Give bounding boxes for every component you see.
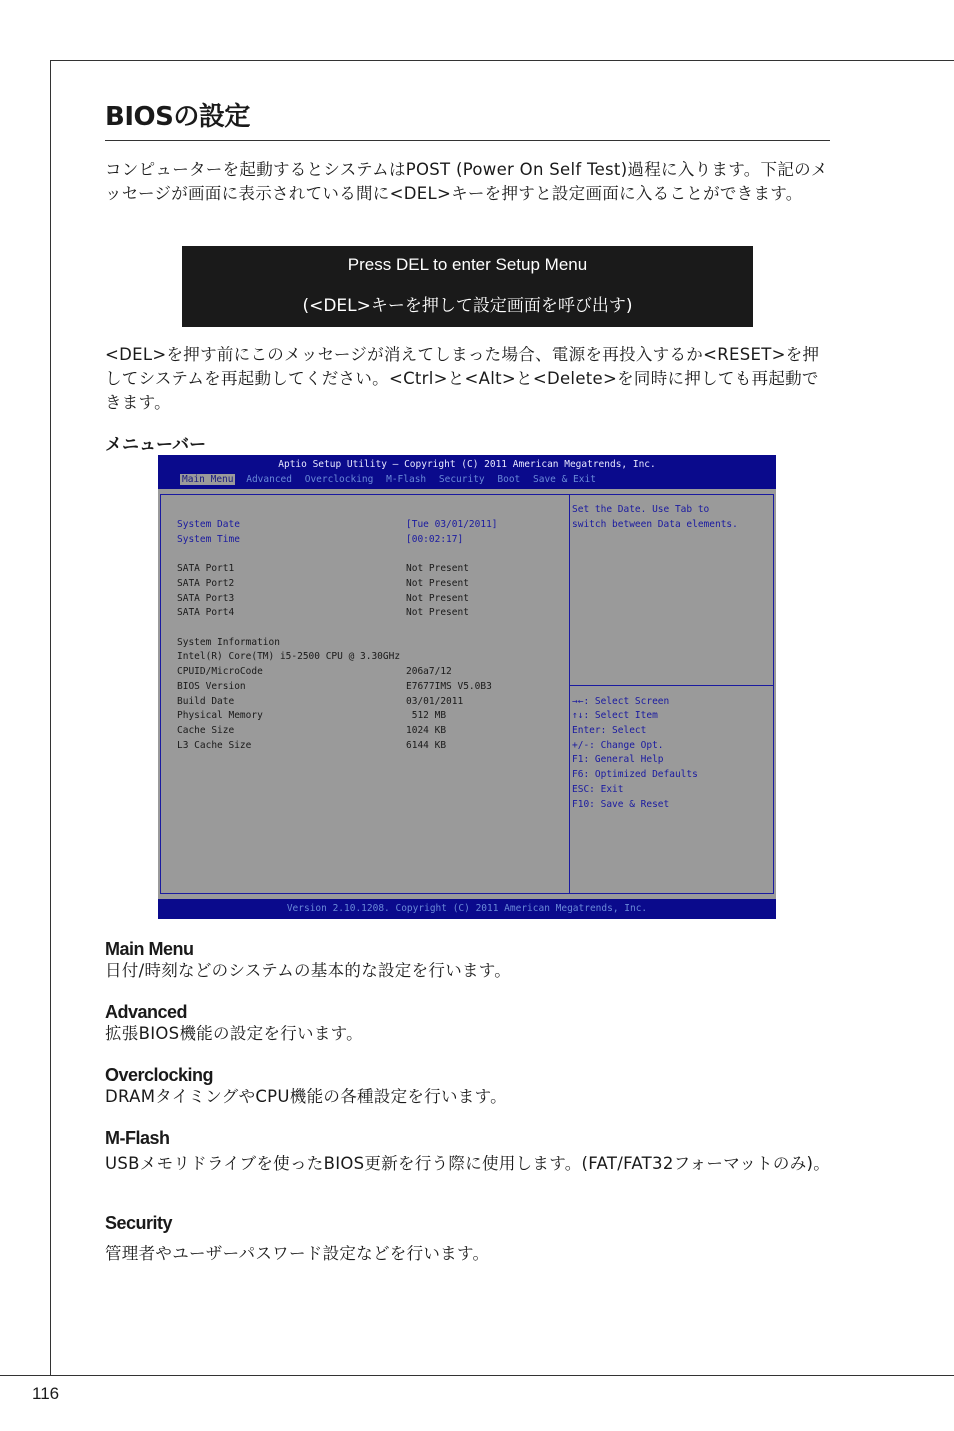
bios-row-label: Intel(R) Core(TM) i5-2500 CPU @ 3.30GHz	[177, 651, 401, 662]
bios-help-text: switch between Data elements.	[572, 519, 738, 530]
bios-tab-security[interactable]: Security	[438, 474, 485, 485]
bios-row-value[interactable]: [Tue 03/01/2011]	[406, 519, 498, 530]
bios-header	[158, 455, 776, 489]
bios-row-value: 03/01/2011	[406, 696, 464, 707]
bios-footer	[158, 899, 776, 919]
intro-paragraph: コンピューターを起動するとシステムはPOST (Power On Self Test)過程に入ります。下記のメッセージが画面に表示されている間に<DEL>キーを押すと設定画面に入ることができます。	[105, 160, 828, 203]
bios-row-label: SATA Port3	[177, 593, 235, 604]
bios-key-help: →←: Select Screen	[572, 696, 670, 707]
post-message-line2: (<DEL>キーを押して設定画面を呼び出す)	[302, 296, 633, 316]
bios-row-label: CPUID/MicroCode	[177, 666, 263, 677]
bios-key-help: F10: Save & Reset	[572, 799, 670, 810]
bios-row-label: Physical Memory	[177, 710, 263, 721]
bios-key-help: F6: Optimized Defaults	[572, 769, 698, 780]
bios-row-value: 1024 KB	[406, 725, 447, 736]
page-title: BIOSの設定	[105, 102, 250, 132]
section-body-advanced: 拡張BIOS機能の設定を行います。	[105, 1024, 363, 1043]
bios-help-divider	[569, 685, 773, 686]
bios-key-help: +/-: Change Opt.	[572, 740, 664, 751]
bios-row-label: SATA Port2	[177, 578, 235, 589]
bios-row-value: 6144 KB	[406, 740, 447, 751]
bios-row-value: Not Present	[406, 607, 469, 618]
title-rule	[105, 140, 830, 141]
bios-row-label: System Information	[177, 637, 280, 648]
bios-key-help: Enter: Select	[572, 725, 647, 736]
post-message-line1: Press DEL to enter Setup Menu	[347, 255, 588, 274]
bios-screenshot	[158, 455, 776, 919]
section-heading-security: Security	[105, 1213, 173, 1233]
bios-row-value: E7677IMS V5.0B3	[406, 681, 492, 692]
post-message-box	[182, 246, 753, 327]
bottom-rule	[0, 1375, 954, 1376]
bios-main-panel	[160, 494, 570, 894]
section-body-m-flash: USBメモリドライブを使ったBIOS更新を行う際に使用します。(FAT/FAT32フォーマットのみ)。	[105, 1154, 831, 1173]
bios-title: Aptio Setup Utility – Copyright (C) 2011 American Megatrends, Inc.	[278, 459, 656, 470]
bios-row-label: L3 Cache Size	[177, 740, 252, 751]
section-heading-overclocking: Overclocking	[105, 1065, 214, 1085]
bios-row-value: Not Present	[406, 563, 469, 574]
bios-help-text: Set the Date. Use Tab to	[572, 504, 710, 515]
bios-footer-text: Version 2.10.1208. Copyright (C) 2011 American Megatrends, Inc.	[286, 903, 648, 914]
bios-tab-save-exit[interactable]: Save & Exit	[533, 474, 596, 485]
bios-tab-boot[interactable]: Boot	[497, 474, 521, 485]
restart-paragraph: <DEL>を押す前にこのメッセージが消えてしまった場合、電源を再投入するか<RESET>を押してシステムを再起動してください。<Ctrl>と<Alt>と<Delete>を同時に押しても再起動できます。	[105, 345, 820, 412]
bios-help-panel	[569, 494, 774, 894]
bios-row-label: SATA Port4	[177, 607, 235, 618]
top-rule	[50, 60, 954, 61]
bios-tabs	[180, 474, 601, 485]
bios-row-label: Cache Size	[177, 725, 235, 736]
bios-tab-main-menu[interactable]: Main Menu	[182, 474, 234, 485]
bios-key-help: F1: General Help	[572, 754, 664, 765]
bios-row-value: 512 MB	[406, 710, 447, 721]
bios-key-help: ↑↓: Select Item	[572, 710, 658, 721]
bios-tab-overclocking[interactable]: Overclocking	[304, 474, 374, 485]
bios-row-label: Build Date	[177, 696, 235, 707]
section-body-security: 管理者やユーザーパスワード設定などを行います。	[105, 1244, 490, 1263]
left-rule	[50, 60, 51, 1375]
section-heading-advanced: Advanced	[105, 1002, 188, 1022]
section-heading-main-menu: Main Menu	[105, 939, 194, 959]
bios-tab-advanced[interactable]: Advanced	[246, 474, 292, 485]
section-body-overclocking: DRAMタイミングやCPU機能の各種設定を行います。	[105, 1087, 507, 1106]
bios-key-help: ESC: Exit	[572, 784, 624, 795]
bios-row-label: SATA Port1	[177, 563, 235, 574]
bios-tab-m-flash[interactable]: M-Flash	[386, 474, 427, 485]
bios-row-value[interactable]: [00:02:17]	[406, 534, 464, 545]
bios-row-value: 206a7/12	[406, 666, 452, 677]
menubar-heading: メニューバー	[105, 435, 207, 455]
bios-row-label: BIOS Version	[177, 681, 246, 692]
bios-row-value: Not Present	[406, 593, 469, 604]
section-heading-m-flash: M-Flash	[105, 1128, 170, 1148]
section-body-main-menu: 日付/時刻などのシステムの基本的な設定を行います。	[105, 961, 512, 980]
bios-row-label[interactable]: System Date	[177, 519, 240, 530]
bios-row-label[interactable]: System Time	[177, 534, 240, 545]
page-number: 116	[32, 1384, 60, 1403]
bios-row-value: Not Present	[406, 578, 469, 589]
